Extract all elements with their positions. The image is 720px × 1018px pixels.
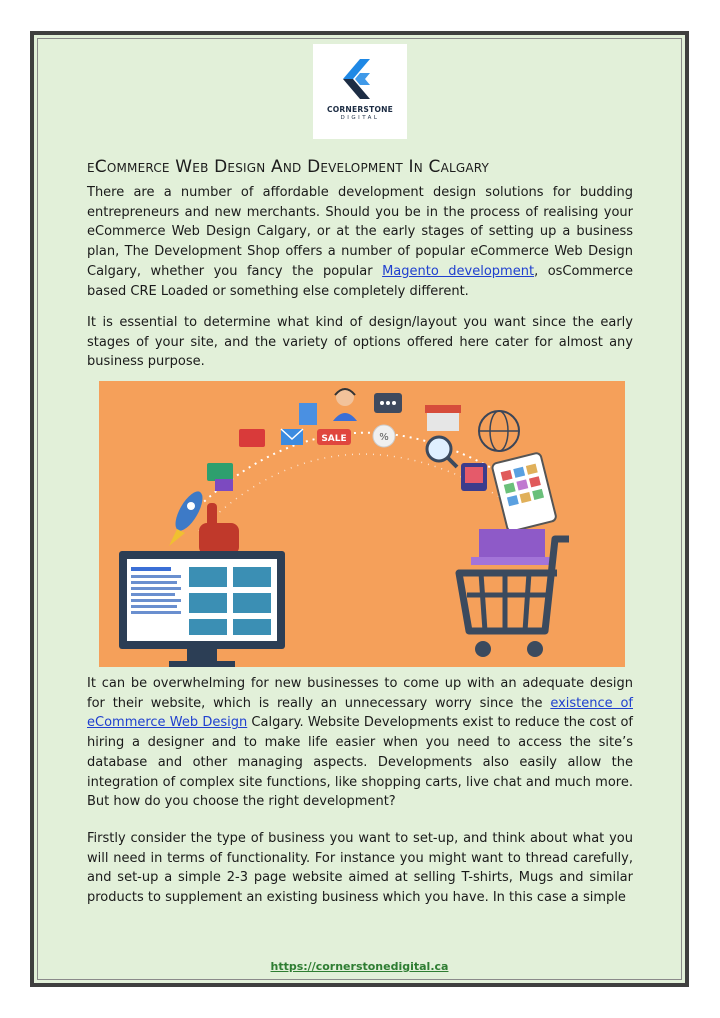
paragraph-intro-text: There are a number of affordable development design solutions for budding entrepreneurs and new merchants. Should you be in the process of realising your eCommerce Web Design Calgary, or at the early stages of setting up a business plan, The Development Shop offers a number of popular eCommerce Web Design Calgary, whether you fancy the popular (87, 185, 633, 279)
logo-chevron-icon (343, 59, 377, 99)
paragraph-business-type: Firstly consider the type of business you want to set-up, and think about what you will need in terms of functionality. For instance you might want to thread carefully, and set-up a simple 2-3 page website aimed at selling T-shirts, Mugs and similar products to supplement an existing business which you have. In this case a simple (87, 831, 633, 906)
svg-text:%: % (379, 432, 389, 443)
paragraph-intro (87, 183, 633, 301)
paragraph-overwhelming-text: It can be overwhelming for new businesses to come up with an adequate design for their website, which is really an unnecessary worry since the (87, 676, 633, 711)
page-title: eCommerce Web Design And Development In Calgary (87, 157, 490, 177)
sale-tag-label: SALE (321, 434, 347, 444)
document-page (30, 31, 689, 987)
logo-name: CORNERSTONE (326, 105, 394, 114)
magento-development-link[interactable]: Magento development (382, 263, 535, 279)
paragraph-overwhelming (87, 674, 633, 812)
cornerstone-logo (313, 44, 407, 139)
paragraph-layout: It is essential to determine what kind of design/layout you want since the early stages of your site, and the variety of options offered here cater for almost any business purpose. (87, 315, 633, 370)
ecommerce-illustration (99, 381, 625, 667)
paragraph-overwhelming-text-end: Calgary. Website Developments exist to reduce the cost of hiring a designer and to make life easier when you need to access the site’s database and other managing aspects. Developments also easily allow the integration of complex site functions, like shopping carts, live chat and much more. But how do you choose the right development? (87, 715, 633, 810)
paragraph-intro-text-end: , osCommerce based CRE Loaded or something else completely different. (87, 263, 633, 299)
existence-of-ecommerce-link[interactable]: existence of eCommerce Web Design (87, 695, 633, 731)
footer-website-link[interactable]: https://cornerstonedigital.ca (270, 960, 449, 973)
logo-subtitle: DIGITAL (340, 115, 380, 121)
